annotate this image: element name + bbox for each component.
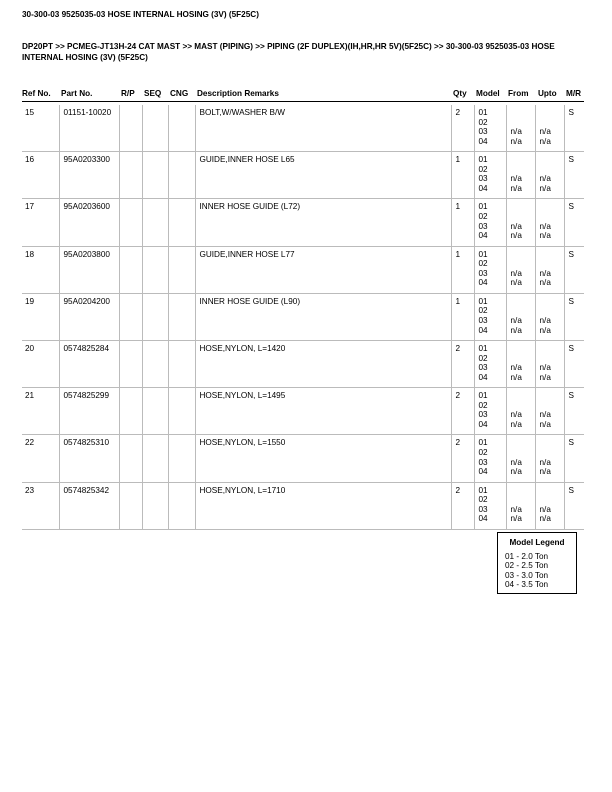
table-row [22, 105, 584, 152]
col-header-model: Model [476, 89, 500, 98]
qty-cell: 1 [451, 199, 474, 246]
seq-cell [142, 199, 168, 246]
upto-value: n/a [539, 514, 551, 524]
cng-cell [168, 340, 195, 387]
upto-value [540, 212, 562, 222]
breadcrumb: DP20PT >> PCMEG-JT13H-24 CAT MAST >> MAST (PIPING) >> PIPING (2F DUPLEX)(IH,HR,HR 5V)(5F25C) >> 30-300-03 9525035-03 HOSE INTERNAL HOSING (3V) (5F25C) [22, 42, 555, 62]
from-cell [506, 105, 535, 152]
description-cell: HOSE,NYLON, L=1710 [195, 482, 451, 529]
from-value [511, 306, 533, 316]
upto-value: n/a [539, 136, 551, 146]
from-value: n/a [510, 504, 522, 514]
cng-cell [168, 293, 195, 340]
qty-cell: 2 [451, 482, 474, 529]
upto-value [540, 448, 562, 458]
model-value: 04 [478, 183, 488, 193]
upto-cell [535, 388, 564, 435]
model-value: 04 [478, 325, 488, 335]
cng-cell [168, 435, 195, 482]
upto-value [540, 438, 562, 448]
upto-value: n/a [539, 410, 551, 420]
from-value: n/a [510, 410, 522, 420]
upto-value: n/a [539, 231, 551, 241]
rp-cell [119, 105, 142, 152]
model-value: 02 [478, 164, 488, 174]
from-value: n/a [510, 363, 522, 373]
model-cell [474, 388, 506, 435]
part-no-cell: 95A0203300 [59, 152, 119, 199]
from-value [511, 118, 533, 128]
model-value: 03 [478, 410, 488, 420]
model-value: 02 [478, 400, 488, 410]
model-value: 03 [478, 174, 488, 184]
col-header-upto: Upto [538, 89, 557, 98]
upto-cell [535, 482, 564, 529]
seq-cell [142, 340, 168, 387]
from-value: n/a [510, 315, 522, 325]
from-value [511, 212, 533, 222]
part-no-cell: 0574825299 [59, 388, 119, 435]
upto-cell [535, 152, 564, 199]
parts-table [22, 105, 584, 530]
table-row [22, 388, 584, 435]
model-value: 04 [478, 372, 488, 382]
from-value [511, 354, 533, 364]
from-cell [506, 340, 535, 387]
upto-value [540, 202, 562, 212]
model-value: 01 [478, 485, 488, 495]
col-header-mr: M/R [566, 89, 582, 98]
rp-cell [119, 152, 142, 199]
upto-value: n/a [539, 419, 551, 429]
from-value: n/a [510, 467, 522, 477]
model-value: 03 [478, 127, 488, 137]
from-cell [506, 152, 535, 199]
seq-cell [142, 293, 168, 340]
description-cell: GUIDE,INNER HOSE L77 [195, 246, 451, 293]
upto-value: n/a [539, 315, 551, 325]
model-value: 02 [478, 259, 488, 269]
part-no-cell: 0574825310 [59, 435, 119, 482]
upto-value: n/a [539, 174, 551, 184]
from-value: n/a [510, 127, 522, 137]
qty-cell: 1 [451, 152, 474, 199]
rp-cell [119, 246, 142, 293]
model-legend-item: 01 - 2.0 Ton [505, 551, 549, 561]
upto-cell [535, 199, 564, 246]
rp-cell [119, 340, 142, 387]
description-cell: HOSE,NYLON, L=1550 [195, 435, 451, 482]
from-value [511, 391, 533, 401]
cng-cell [168, 388, 195, 435]
upto-value: n/a [539, 278, 551, 288]
seq-cell [142, 105, 168, 152]
from-value [511, 486, 533, 496]
model-value: 02 [478, 353, 488, 363]
from-cell [506, 435, 535, 482]
model-cell [474, 199, 506, 246]
part-no-cell: 95A0203600 [59, 199, 119, 246]
from-value [511, 401, 533, 411]
from-value: n/a [510, 174, 522, 184]
upto-value: n/a [539, 127, 551, 137]
model-value: 04 [478, 136, 488, 146]
model-cell [474, 105, 506, 152]
from-cell [506, 293, 535, 340]
ref-cell: 19 [22, 293, 59, 340]
col-header-desc: Description Remarks [197, 89, 279, 98]
description-cell: BOLT,W/WASHER B/W [195, 105, 451, 152]
col-header-seq: SEQ [144, 89, 162, 98]
description-cell: HOSE,NYLON, L=1420 [195, 340, 451, 387]
cng-cell [168, 482, 195, 529]
mr-cell: S [564, 199, 584, 246]
model-legend-item: 03 - 3.0 Ton [505, 570, 549, 580]
col-header-from: From [508, 89, 529, 98]
rp-cell [119, 388, 142, 435]
from-value: n/a [510, 372, 522, 382]
model-value: 02 [478, 495, 488, 505]
from-value [511, 297, 533, 307]
model-legend-item: 04 - 3.5 Ton [505, 580, 549, 590]
seq-cell [142, 482, 168, 529]
upto-value: n/a [539, 183, 551, 193]
model-value: 01 [478, 108, 488, 117]
from-value: n/a [510, 221, 522, 231]
from-value [511, 438, 533, 448]
mr-cell: S [564, 246, 584, 293]
rp-cell [119, 293, 142, 340]
upto-value: n/a [539, 363, 551, 373]
ref-cell: 15 [22, 105, 59, 152]
ref-cell: 22 [22, 435, 59, 482]
ref-cell: 18 [22, 246, 59, 293]
table-row [22, 293, 584, 340]
from-value: n/a [510, 231, 522, 241]
upto-value: n/a [539, 325, 551, 335]
col-header-cng: CNG [170, 89, 189, 98]
table-row [22, 340, 584, 387]
from-cell [506, 388, 535, 435]
description-cell: INNER HOSE GUIDE (L72) [195, 199, 451, 246]
col-header-qty: Qty [453, 89, 467, 98]
model-value: 01 [478, 155, 488, 165]
model-legend-item: 02 - 2.5 Ton [505, 561, 549, 571]
model-value: 03 [478, 457, 488, 467]
ref-cell: 17 [22, 199, 59, 246]
from-value: n/a [510, 457, 522, 467]
table-row [22, 246, 584, 293]
from-value [511, 495, 533, 505]
model-value: 02 [478, 117, 488, 127]
upto-value [540, 306, 562, 316]
seq-cell [142, 152, 168, 199]
model-value: 04 [478, 278, 488, 288]
upto-cell [535, 293, 564, 340]
qty-cell: 2 [451, 388, 474, 435]
model-value: 03 [478, 268, 488, 278]
model-value: 03 [478, 221, 488, 231]
from-value: n/a [510, 325, 522, 335]
from-value [511, 259, 533, 269]
qty-cell: 2 [451, 105, 474, 152]
from-value: n/a [510, 278, 522, 288]
ref-cell: 20 [22, 340, 59, 387]
upto-cell [535, 340, 564, 387]
upto-value: n/a [539, 268, 551, 278]
model-value: 01 [478, 343, 488, 353]
parts-table-body [22, 105, 584, 529]
upto-value [540, 344, 562, 354]
cng-cell [168, 105, 195, 152]
from-value: n/a [510, 514, 522, 524]
upto-value: n/a [539, 221, 551, 231]
model-cell [474, 482, 506, 529]
model-legend-title: Model Legend [509, 538, 565, 547]
table-row [22, 435, 584, 482]
from-value [511, 155, 533, 165]
header-rule [22, 101, 584, 102]
model-value: 04 [478, 419, 488, 429]
mr-cell: S [564, 152, 584, 199]
from-value [511, 165, 533, 175]
cng-cell [168, 246, 195, 293]
upto-value [540, 165, 562, 175]
part-no-cell: 95A0203800 [59, 246, 119, 293]
model-value: 03 [478, 363, 488, 373]
rp-cell [119, 199, 142, 246]
rp-cell [119, 482, 142, 529]
description-cell: INNER HOSE GUIDE (L90) [195, 293, 451, 340]
mr-cell: S [564, 435, 584, 482]
table-row [22, 152, 584, 199]
model-cell [474, 152, 506, 199]
from-value [511, 344, 533, 354]
upto-value: n/a [539, 504, 551, 514]
model-value: 03 [478, 315, 488, 325]
model-value: 01 [478, 296, 488, 306]
upto-value [540, 354, 562, 364]
mr-cell: S [564, 105, 584, 152]
seq-cell [142, 246, 168, 293]
from-value: n/a [510, 268, 522, 278]
from-value: n/a [510, 183, 522, 193]
from-cell [506, 246, 535, 293]
upto-value [540, 391, 562, 401]
rp-cell [119, 435, 142, 482]
from-cell [506, 482, 535, 529]
part-no-cell: 0574825342 [59, 482, 119, 529]
cng-cell [168, 152, 195, 199]
from-value: n/a [510, 136, 522, 146]
model-cell [474, 435, 506, 482]
model-cell [474, 340, 506, 387]
mr-cell: S [564, 340, 584, 387]
page-title: 30-300-03 9525035-03 HOSE INTERNAL HOSING (3V) (5F25C) [22, 10, 259, 19]
description-cell: GUIDE,INNER HOSE L65 [195, 152, 451, 199]
ref-cell: 16 [22, 152, 59, 199]
cng-cell [168, 199, 195, 246]
upto-value [540, 495, 562, 505]
upto-value [540, 297, 562, 307]
model-value: 03 [478, 504, 488, 514]
part-no-cell: 01151-10020 [59, 105, 119, 152]
from-value [511, 202, 533, 212]
model-cell [474, 293, 506, 340]
upto-cell [535, 435, 564, 482]
ref-cell: 23 [22, 482, 59, 529]
upto-value [540, 155, 562, 165]
description-cell: HOSE,NYLON, L=1495 [195, 388, 451, 435]
table-row [22, 199, 584, 246]
model-value: 04 [478, 231, 488, 241]
model-value: 02 [478, 306, 488, 316]
col-header-rp: R/P [121, 89, 135, 98]
upto-value: n/a [539, 372, 551, 382]
upto-value [540, 250, 562, 260]
model-value: 01 [478, 391, 488, 401]
col-header-part: Part No. [61, 89, 93, 98]
model-value: 01 [478, 249, 488, 259]
qty-cell: 1 [451, 246, 474, 293]
part-no-cell: 0574825284 [59, 340, 119, 387]
model-value: 01 [478, 202, 488, 212]
qty-cell: 2 [451, 340, 474, 387]
seq-cell [142, 435, 168, 482]
col-header-ref: Ref No. [22, 89, 51, 98]
mr-cell: S [564, 293, 584, 340]
from-value [511, 448, 533, 458]
model-value: 04 [478, 514, 488, 524]
upto-cell [535, 105, 564, 152]
model-value: 04 [478, 467, 488, 477]
mr-cell: S [564, 482, 584, 529]
upto-value [540, 259, 562, 269]
upto-value [540, 486, 562, 496]
mr-cell: S [564, 388, 584, 435]
ref-cell: 21 [22, 388, 59, 435]
model-value: 02 [478, 211, 488, 221]
seq-cell [142, 388, 168, 435]
model-cell [474, 246, 506, 293]
model-value: 01 [478, 438, 488, 448]
from-cell [506, 199, 535, 246]
model-value: 02 [478, 447, 488, 457]
from-value: n/a [510, 419, 522, 429]
upto-cell [535, 246, 564, 293]
upto-value: n/a [539, 467, 551, 477]
upto-value [540, 108, 562, 118]
table-row [22, 482, 584, 529]
qty-cell: 1 [451, 293, 474, 340]
from-value [511, 250, 533, 260]
part-no-cell: 95A0204200 [59, 293, 119, 340]
qty-cell: 2 [451, 435, 474, 482]
upto-value [540, 401, 562, 411]
upto-value [540, 118, 562, 128]
model-legend [497, 532, 577, 594]
from-value [511, 108, 533, 118]
upto-value: n/a [539, 457, 551, 467]
